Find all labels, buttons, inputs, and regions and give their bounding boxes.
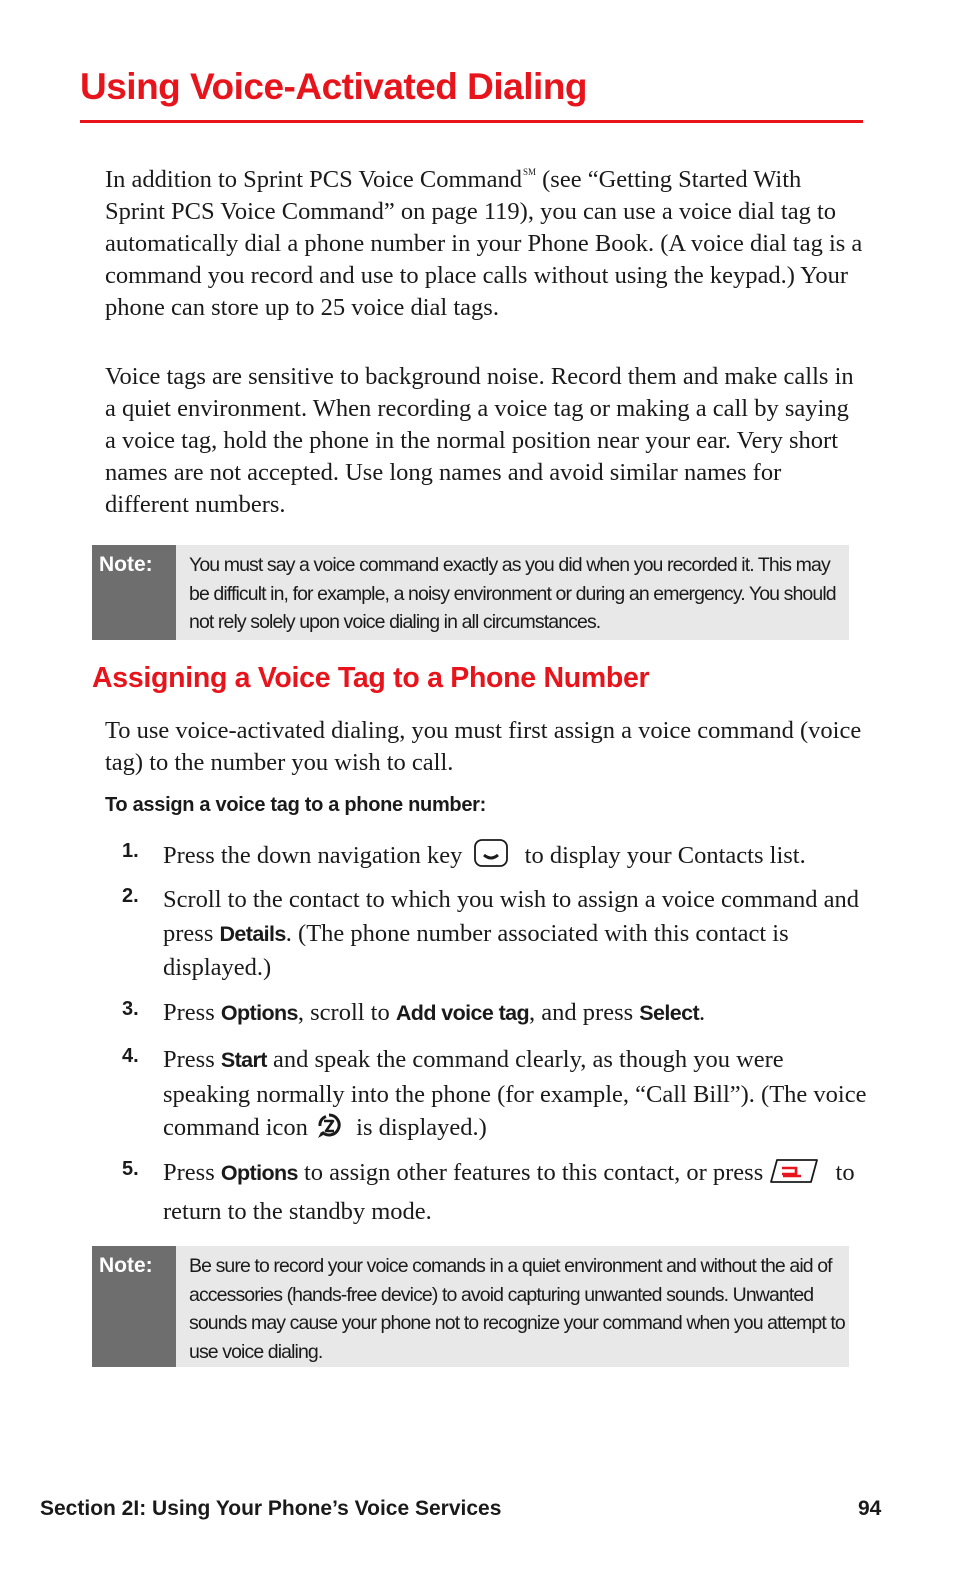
step-number: 5. — [122, 1158, 139, 1180]
note-box-2 — [92, 1246, 849, 1367]
softkey-select: Select — [639, 1001, 700, 1025]
page-title: Using Voice-Activated Dialing — [80, 66, 588, 107]
note-label: Note: — [92, 1246, 176, 1367]
menu-add-voice-tag: Add voice tag — [395, 1001, 530, 1025]
voice-command-icon — [316, 1112, 342, 1150]
softkey-start: Start — [220, 1048, 267, 1072]
procedure-lead: To assign a voice tag to a phone number: — [105, 794, 487, 816]
step-number: 4. — [122, 1045, 139, 1067]
intro-text-1: In addition to Sprint PCS Voice Command — [105, 166, 522, 193]
step-number: 3. — [122, 998, 139, 1020]
step-text-part: and speak the command clearly, as though you were speaking normally into the phone (for example, “Call Bill”). (The voice command icon — [163, 1046, 867, 1141]
page-number: 94 — [858, 1497, 882, 1520]
step-text-part: to return to the standby mode. — [163, 1159, 855, 1225]
step-text — [163, 1043, 873, 1150]
step-text-part: Press the down navigation key — [163, 842, 469, 869]
title-rule — [80, 120, 863, 123]
step-text-part: . — [699, 999, 706, 1026]
intro-text-2: (see “Getting Started With Sprint PCS Voice Command” on page 119), you can use a voice dial tag to automatically dial a phone number in your Phone Book. (A voice dial tag is a command you record and use to place calls without using the keypad.) Your phone can store up to 25 voice dial tags. — [105, 166, 863, 321]
footer-section-title: Section 2I: Using Your Phone’s Voice Services — [40, 1497, 502, 1520]
step-number: 1. — [122, 840, 139, 862]
step-text-part: Scroll to the contact to which you wish to assign a voice command and press — [163, 886, 860, 947]
subsection-intro: To use voice-activated dialing, you must first assign a voice command (voice tag) to the number you wish to call. — [105, 717, 862, 776]
step-text-part: Press — [163, 1046, 221, 1073]
softkey-options: Options — [220, 1001, 298, 1025]
step-text-part: to display your Contacts list. — [518, 842, 806, 869]
step-text — [163, 1156, 873, 1228]
step-text — [163, 996, 873, 1031]
step-text-part: , scroll to — [297, 999, 396, 1026]
softkey-details: Details — [219, 921, 286, 946]
service-mark: SM — [522, 167, 536, 177]
step-number: 2. — [122, 885, 139, 907]
note-text: Be sure to record your voice comands in a quiet environment and without the aid of accessories (hands-free device) to avoid capturing unwanted sounds. Unwanted sounds may cause your phone not to recognize your command when you attempt to use voice dialing. — [189, 1255, 845, 1363]
step-text-part: to assign other features to this contact, or press — [297, 1159, 770, 1186]
down-navigation-key-icon — [473, 838, 509, 878]
step-text — [163, 838, 873, 878]
step-text-part: Press — [163, 999, 221, 1026]
step-text-part: Press — [163, 1159, 221, 1186]
step-text-part: is displayed.) — [350, 1114, 487, 1141]
intro-paragraph — [105, 156, 865, 324]
note-box-1 — [92, 545, 849, 640]
note-text: You must say a voice command exactly as you did when you recorded it. This may be difficult in, for example, a noisy environment or during an emergency. You should not rely solely upon voice dialing in all circumstances. — [189, 554, 836, 633]
softkey-options: Options — [220, 1161, 298, 1185]
section-subheading: Assigning a Voice Tag to a Phone Number — [92, 662, 650, 694]
step-text-part: , and press — [529, 999, 640, 1026]
note-label: Note: — [92, 545, 176, 640]
noise-paragraph: Voice tags are sensitive to background noise. Record them and make calls in a quiet environment. When recording a voice tag or making a call by saying a voice tag, hold the phone in the normal position near your ear. Very short names are not accepted. Use long names and avoid similar names for different numbers. — [105, 363, 854, 518]
step-text — [163, 883, 873, 985]
step-text-part: . (The phone number associated with this contact is displayed.) — [163, 919, 789, 981]
end-key-icon — [769, 1157, 819, 1195]
